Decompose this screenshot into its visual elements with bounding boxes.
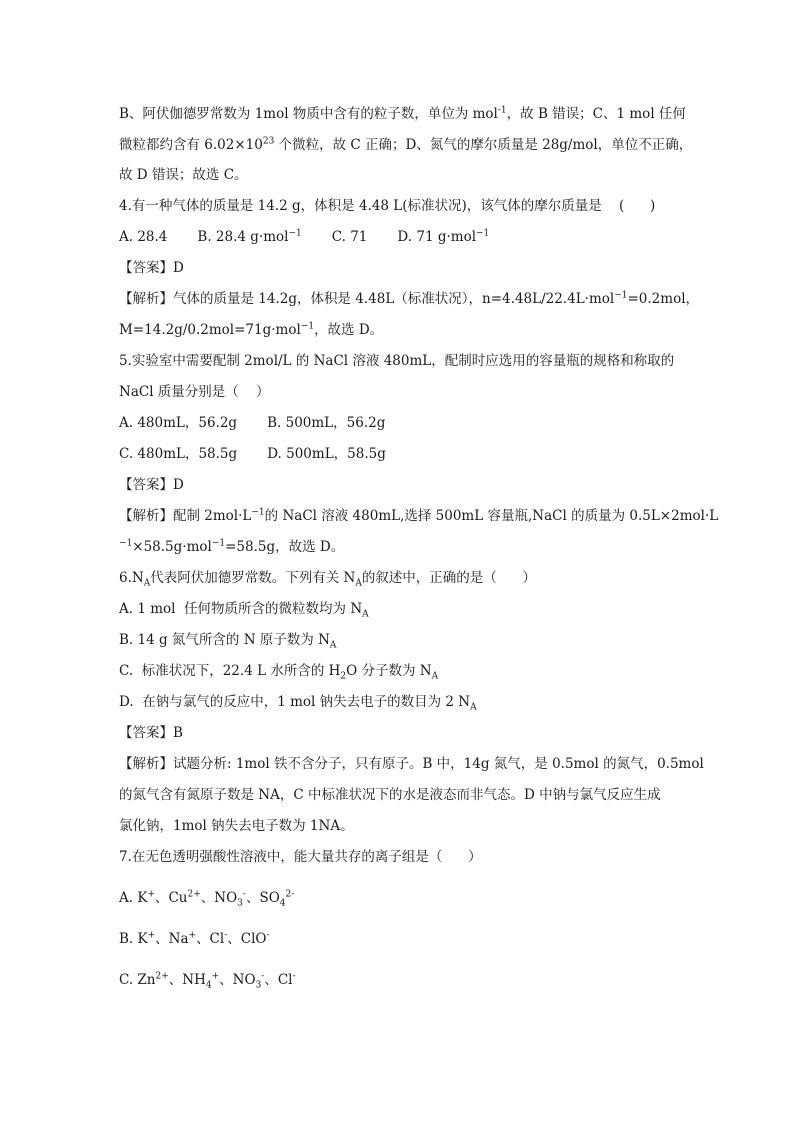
text-run: A. K	[119, 890, 148, 906]
text-run: ×58.5g·mol	[132, 539, 212, 555]
superscript: +	[147, 930, 156, 941]
text-run: C. 71 D. 71 g·mol	[301, 229, 477, 245]
text-run: 7.在无色透明强酸性溶液中，能大量共存的离子组是（ ）	[119, 849, 482, 865]
text-run: 【答案】D	[119, 260, 184, 276]
text-run: B. 14 g 氮气所含的 N 原子数为 N	[119, 632, 330, 648]
text-run: 【解析】气体的质量是 14.2g，体积是 4.48L（标准状况），n=4.48L/22.4L·mol	[119, 291, 615, 307]
question-5-analysis	[119, 507, 718, 525]
question-5-options	[119, 414, 385, 432]
superscript: -	[242, 889, 246, 900]
text-run: 的氮气含有氮原子数是 NA，C 中标准状况下的水是液态而非气态。D 中钠与氯气反应生成	[119, 787, 661, 803]
subscript: A	[329, 640, 337, 651]
text-run: 、Cl	[196, 931, 225, 947]
text-run: O 分子数为 N	[346, 663, 432, 679]
superscript: +	[188, 930, 197, 941]
question-7-option-c	[119, 971, 296, 989]
text-run: ，故选 D。	[314, 322, 384, 338]
question-6-answer	[119, 724, 183, 742]
text-run: 故 D 错误；故选 C。	[119, 167, 248, 183]
text-run: 【解析】试题分析: 1mol 铁不含分子，只有原子。B 中，14g 氮气，是 0.5mol 的氮气，0.5mol	[119, 756, 704, 772]
text-run: 、Cl	[264, 972, 293, 988]
subscript: A	[355, 578, 362, 589]
superscript: −1	[614, 290, 628, 301]
text-run: 、ClO	[227, 931, 267, 947]
question-7-stem	[119, 848, 482, 866]
question-5-answer	[119, 476, 184, 494]
question-5-stem	[119, 383, 269, 401]
superscript: −1	[288, 228, 302, 239]
text-run: 、NO	[219, 972, 256, 988]
superscript: −1	[476, 228, 490, 239]
question-5-analysis	[119, 538, 344, 556]
text-run: C. 480mL，58.5g D. 500mL，58.5g	[119, 446, 386, 462]
text-run: =58.5g，故选 D。	[225, 539, 345, 555]
superscript: +	[147, 889, 155, 900]
question-6-option-a	[119, 600, 369, 618]
question-6-option-c	[119, 662, 438, 680]
subscript: A	[362, 609, 369, 620]
question-5-options	[119, 445, 386, 463]
text-run: 5.实验室中需要配制 2mol/L 的 NaCl 溶液 480mL，配制时应选用的容量瓶的规格和称取的	[119, 353, 675, 369]
subscript: A	[431, 671, 439, 682]
text-run: 、Cu	[154, 890, 188, 906]
superscript: -	[261, 971, 265, 982]
question-6-option-d	[119, 693, 477, 711]
text-run: C. Zn	[119, 972, 156, 988]
text-run: ，故 B 错误；C、1 mol 任何	[506, 106, 686, 122]
text-run: D. 在钠与氯气的反应中，1 mol 钠失去电子的数目为 2 N	[119, 694, 471, 710]
question-4-stem	[119, 197, 655, 215]
subscript: 2	[340, 671, 347, 682]
text-run: =0.2mol，	[627, 291, 700, 307]
text-run: 【解析】配制 2mol·L	[119, 508, 252, 524]
superscript: 2+	[187, 889, 201, 900]
question-7-option-a	[119, 889, 294, 907]
explanation-line	[119, 136, 692, 154]
superscript: -	[292, 971, 296, 982]
superscript: 23	[262, 136, 275, 147]
question-5-stem	[119, 352, 674, 370]
superscript: −1	[211, 538, 226, 549]
text-run: 个微粒，故 C 正确；D、氮气的摩尔质量是 28g/mol，单位不正确，	[274, 137, 693, 153]
subscript: 3	[255, 980, 262, 991]
superscript: 2-	[285, 889, 295, 900]
text-run: M=14.2g/0.2mol=71g·mol	[119, 322, 301, 338]
superscript: -1	[497, 105, 507, 116]
text-run: A. 28.4 B. 28.4 g·mol	[119, 229, 289, 245]
superscript: −1	[119, 538, 133, 549]
subscript: A	[470, 702, 477, 713]
question-6-analysis	[119, 755, 704, 773]
question-4-analysis	[119, 321, 383, 339]
superscript: −1	[300, 321, 315, 332]
question-6-analysis	[119, 786, 661, 804]
subscript: 4	[205, 980, 212, 991]
text-run: 、NH	[168, 972, 206, 988]
text-run: 、NO	[200, 890, 238, 906]
question-4-options	[119, 228, 489, 246]
text-run: NaCl 质量分别是（ ）	[119, 384, 270, 400]
text-run: 6.N	[119, 570, 144, 586]
question-7-option-b	[119, 930, 270, 948]
text-run: 微粒都约含有 6.02×10	[119, 137, 263, 153]
explanation-line	[119, 105, 686, 123]
question-4-analysis	[119, 290, 699, 308]
question-4-answer	[119, 259, 184, 277]
text-run: A. 1 mol 任何物质所含的微粒数均为 N	[119, 601, 363, 617]
question-6-option-b	[119, 631, 336, 649]
superscript: −1	[251, 507, 265, 518]
text-run: B. K	[119, 931, 148, 947]
text-run: 4.有一种气体的质量是 14.2 g，体积是 4.48 L(标准状况)，该气体的摩尔质量是 ( )	[119, 198, 656, 214]
subscript: 4	[279, 898, 286, 909]
text-run: 代表阿伏加德罗常数。下列有关 N	[150, 570, 356, 586]
subscript: 3	[237, 898, 243, 909]
explanation-line	[119, 166, 248, 184]
text-run: 的叙述中，正确的是（ ）	[361, 570, 537, 586]
question-6-analysis	[119, 817, 354, 835]
text-run: 【答案】B	[119, 725, 183, 741]
superscript: -	[266, 930, 270, 941]
text-run: 氯化钠，1mol 钠失去电子数为 1NA。	[119, 818, 354, 834]
subscript: A	[143, 578, 151, 589]
superscript: +	[211, 971, 220, 982]
text-run: C. 标准状况下，22.4 L 水所含的 H	[119, 663, 341, 679]
text-run: 、SO	[245, 890, 280, 906]
text-run: 【答案】D	[119, 477, 184, 493]
text-run: B、阿伏伽德罗常数为 1mol 物质中含有的粒子数，单位为 mol	[119, 106, 498, 122]
text-run: 、Na	[155, 931, 189, 947]
text-run: A. 480mL，56.2g B. 500mL，56.2g	[119, 415, 386, 431]
superscript: 2+	[155, 971, 169, 982]
superscript: -	[224, 930, 228, 941]
text-run: 的 NaCl 溶液 480mL,选择 500mL 容量瓶,NaCl 的质量为 0.5L×2mol·L	[264, 508, 719, 524]
question-6-stem	[119, 569, 536, 587]
